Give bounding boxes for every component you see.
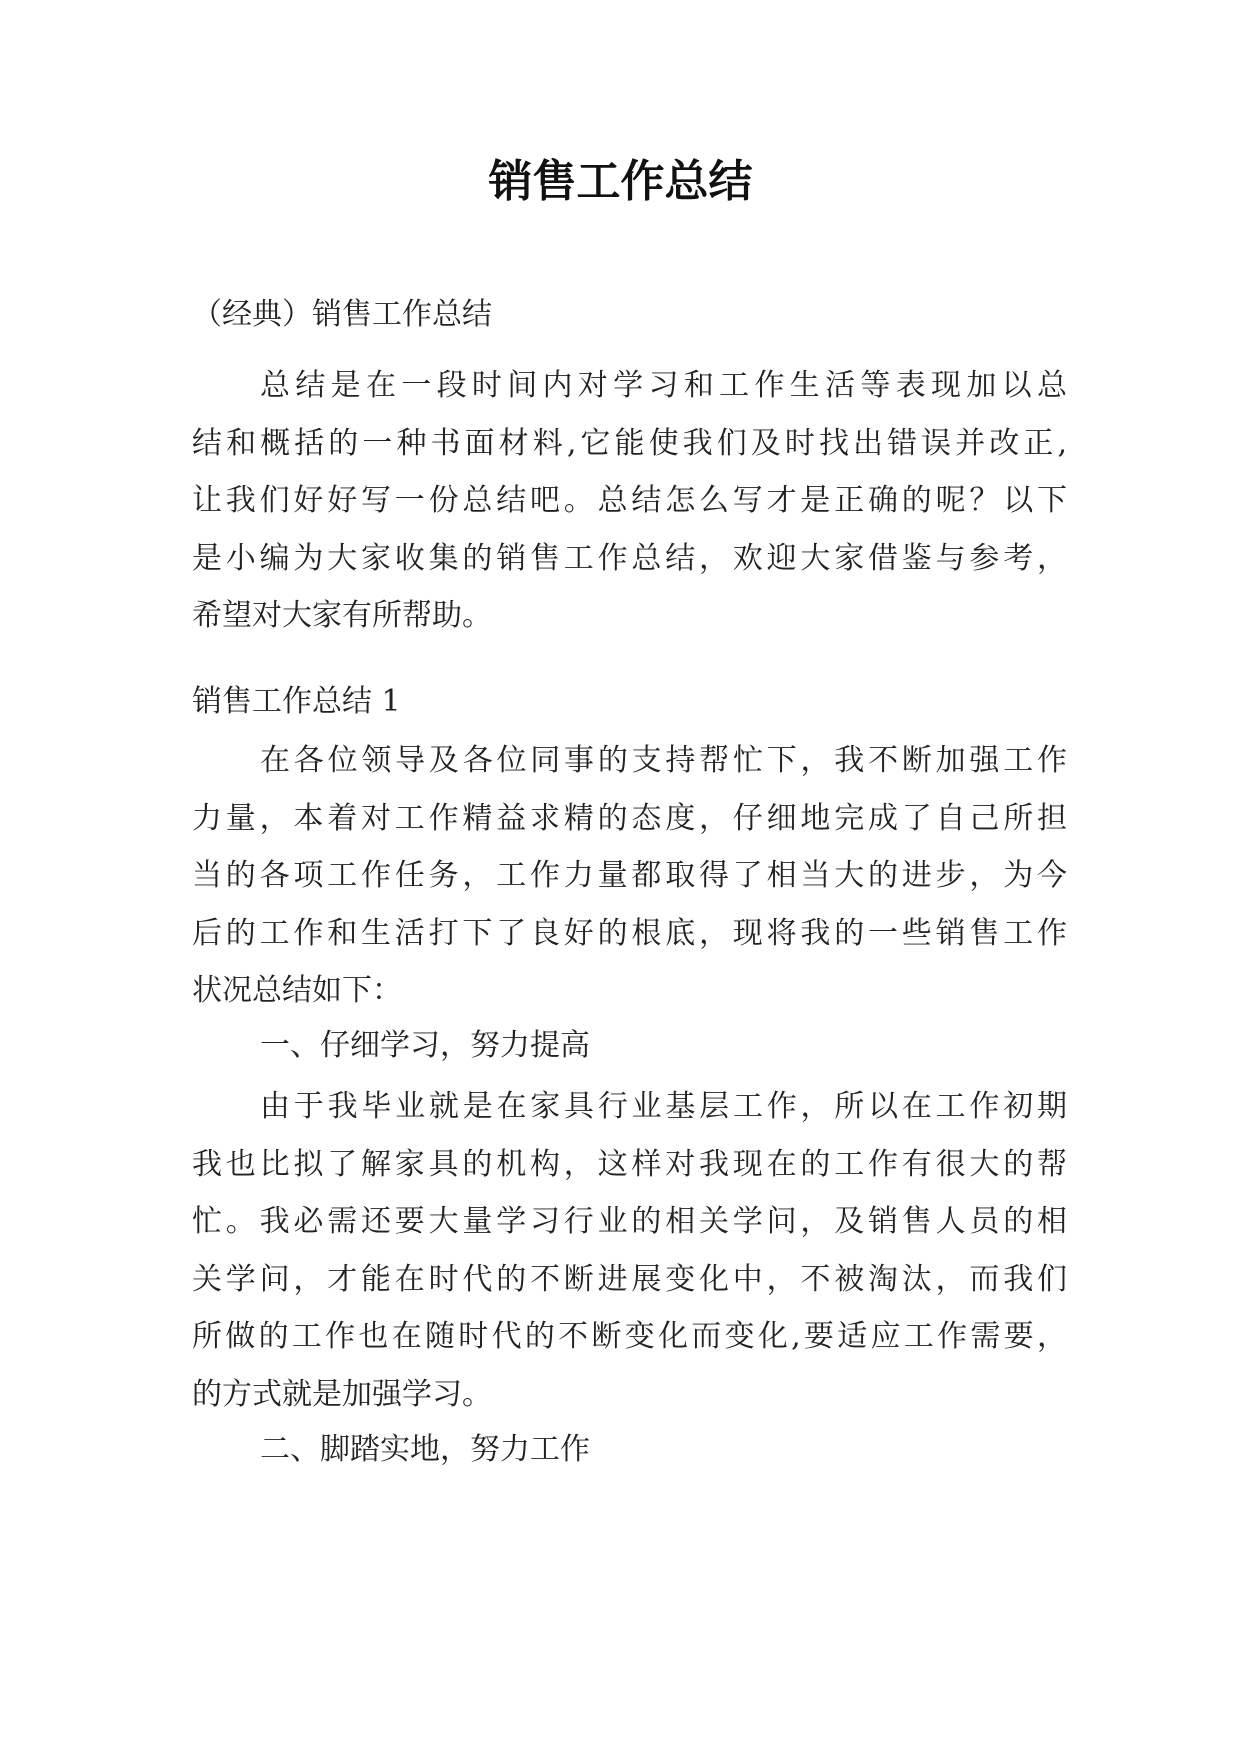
intro-line: 希望对大家有所帮助。 <box>192 598 492 633</box>
intro-line: 让我们好好写一份总结吧。总结怎么写才是正确的呢？以下 <box>192 483 1067 518</box>
point-1-line: 忙。我必需还要大量学习行业的相关学问，及销售人员的相 <box>192 1204 1067 1239</box>
point-1-line: 的方式就是加强学习。 <box>192 1376 492 1412</box>
point-1-heading: 一、仔细学习，努力提高 <box>260 1028 590 1063</box>
document-subtitle: （经典）销售工作总结 <box>192 297 492 332</box>
point-1-line: 所做的工作也在随时代的不断变化而变化,要适应工作需要， <box>192 1319 1067 1354</box>
point-1-line: 我也比拟了解家具的机构，这样对我现在的工作有很大的帮 <box>192 1146 1067 1182</box>
section-1-paragraph <box>192 732 1067 1020</box>
intro-line: 结和概括的一种书面材料,它能使我们及时找出错误并改正, <box>192 425 1067 461</box>
point-1-line: 关学问，才能在时代的不断进展变化中，不被淘汰，而我们 <box>192 1261 1067 1297</box>
section-1-line: 在各位领导及各位同事的支持帮忙下，我不断加强工作 <box>260 743 1067 778</box>
point-2-heading: 二、脚踏实地，努力工作 <box>260 1432 590 1467</box>
intro-paragraph <box>192 357 1067 645</box>
point-1-line: 由于我毕业就是在家具行业基层工作，所以在工作初期 <box>260 1089 1067 1124</box>
section-1-line: 力量，本着对工作精益求精的态度，仔细地完成了自己所担 <box>192 800 1067 836</box>
section-1-line: 当的各项工作任务，工作力量都取得了相当大的进步，为今 <box>192 858 1067 893</box>
document-title: 销售工作总结 <box>488 156 753 207</box>
point-1-paragraph <box>192 1078 1067 1423</box>
intro-line: 总结是在一段时间内对学习和工作生活等表现加以总 <box>260 368 1067 403</box>
section-1-line: 后的工作和生活打下了良好的根底，现将我的一些销售工作 <box>192 915 1067 951</box>
section-1-line: 状况总结如下： <box>192 973 402 1008</box>
intro-line: 是小编为大家收集的销售工作总结，欢迎大家借鉴与参考， <box>192 540 1067 576</box>
section-1-heading: 销售工作总结 1 <box>192 684 401 719</box>
